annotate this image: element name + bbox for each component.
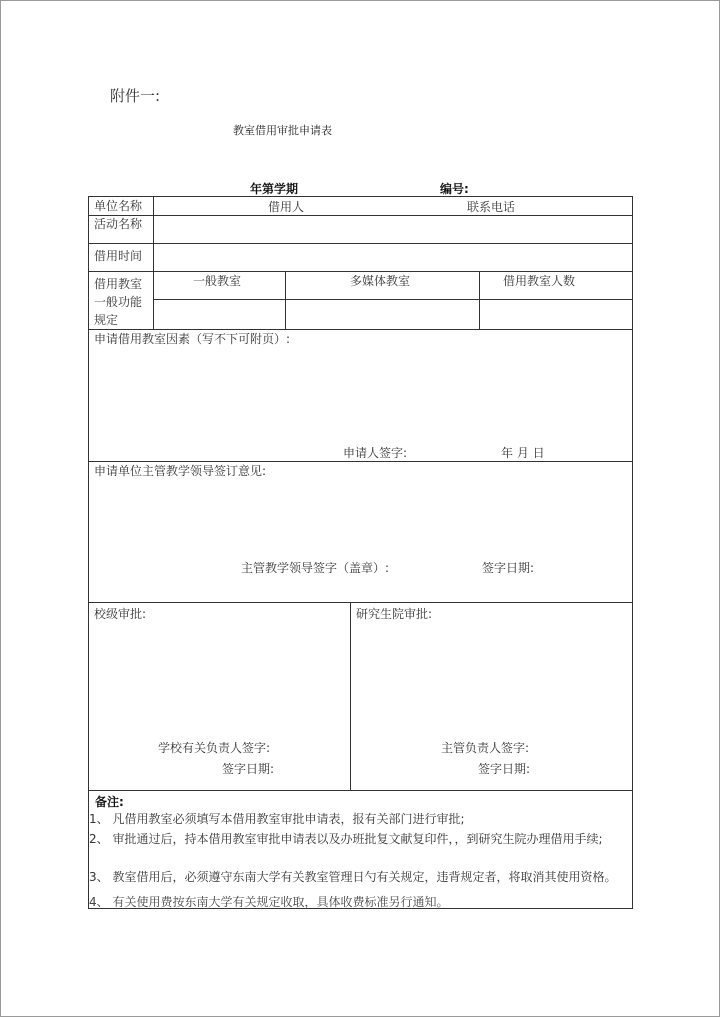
graduate-approval-field[interactable] [355, 627, 627, 727]
column-divider [285, 271, 286, 329]
multimedia-classroom-field[interactable] [289, 302, 476, 326]
row-divider [88, 461, 633, 462]
leader-signature-label: 主管教学领导签字（盖章）: [241, 561, 390, 575]
activity-name-field[interactable] [159, 219, 627, 239]
row-divider [88, 215, 633, 216]
note-item: 3、 教室借用后，必须遵守东南大学有关教室管理日勺有关规定，违背规定者，将取消其使用资格。 [89, 870, 617, 884]
row-divider [153, 299, 633, 300]
classroom-function-label-line2: 一般功能 [94, 295, 143, 309]
column-divider [479, 271, 480, 329]
unit-opinion-date-label: 签字日期: [482, 561, 535, 575]
unit-opinion-label: 申请单位主管教学领导签订意见: [94, 464, 267, 478]
attachment-label: 附件一: [110, 87, 161, 105]
reason-date-label: 年 月 日 [501, 446, 545, 460]
general-classroom-field[interactable] [157, 302, 282, 326]
row-divider [88, 602, 633, 603]
note-item-truncated-text: 4、 有关使用费按东南大学有关规定收取，具体收费标准另行通知。 [89, 895, 449, 909]
row-divider [88, 271, 633, 272]
note-item: 2、 审批通过后，持本借用教室审批申请表以及办班批复文献复印件，，到研究生院办理借用手续; [89, 832, 603, 846]
note-item-truncated [89, 895, 629, 909]
classroom-function-label-line3: 规定 [94, 313, 119, 327]
classroom-function-label-line1: 借用教室 [94, 277, 143, 291]
row-divider [88, 790, 633, 791]
graduate-approval-label: 研究生院审批: [356, 607, 433, 621]
borrow-time-field[interactable] [159, 247, 627, 267]
school-sign-date-label: 签字日期: [222, 762, 275, 776]
form-title: 教室借用审批申请表 [233, 124, 332, 137]
borrow-time-label: 借用时间 [94, 249, 143, 263]
contact-phone-label: 联系电话 [467, 200, 516, 214]
borrower-label: 借用人 [268, 200, 305, 214]
unit-name-label: 单位名称 [94, 199, 143, 213]
general-classroom-label: 一般教室 [193, 274, 242, 288]
school-signature-label: 学校有关负责人签字: [158, 741, 271, 755]
serial-number-label: 编号: [440, 182, 469, 196]
classroom-capacity-label: 借用教室人数 [503, 274, 576, 288]
row-divider [88, 329, 633, 330]
unit-opinion-field[interactable] [93, 483, 628, 553]
table-left-border [88, 196, 89, 908]
label-column-divider [153, 196, 154, 329]
table-right-border [632, 196, 633, 908]
reason-label: 申请借用教室因素（写不下可附页）: [94, 332, 291, 346]
graduate-sign-date-label: 签字日期: [478, 762, 531, 776]
approval-column-divider [350, 602, 351, 790]
school-approval-field[interactable] [93, 627, 345, 727]
table-top-border [88, 196, 633, 197]
graduate-signature-label: 主管负责人签字: [441, 741, 530, 755]
note-item: 1、 凡借用教室必须填写本借用教室审批申请表，报有关部门进行审批; [89, 812, 465, 826]
classroom-capacity-field[interactable] [483, 302, 629, 326]
activity-name-label: 活动名称 [94, 217, 143, 231]
applicant-signature-label: 申请人签字: [343, 446, 408, 460]
notes-title: 备注: [95, 795, 124, 809]
row-divider [88, 243, 633, 244]
multimedia-classroom-label: 多媒体教室 [350, 274, 411, 288]
reason-field[interactable] [93, 351, 628, 439]
school-approval-label: 校级审批: [94, 607, 147, 621]
term-label: 年第学期 [250, 182, 299, 196]
